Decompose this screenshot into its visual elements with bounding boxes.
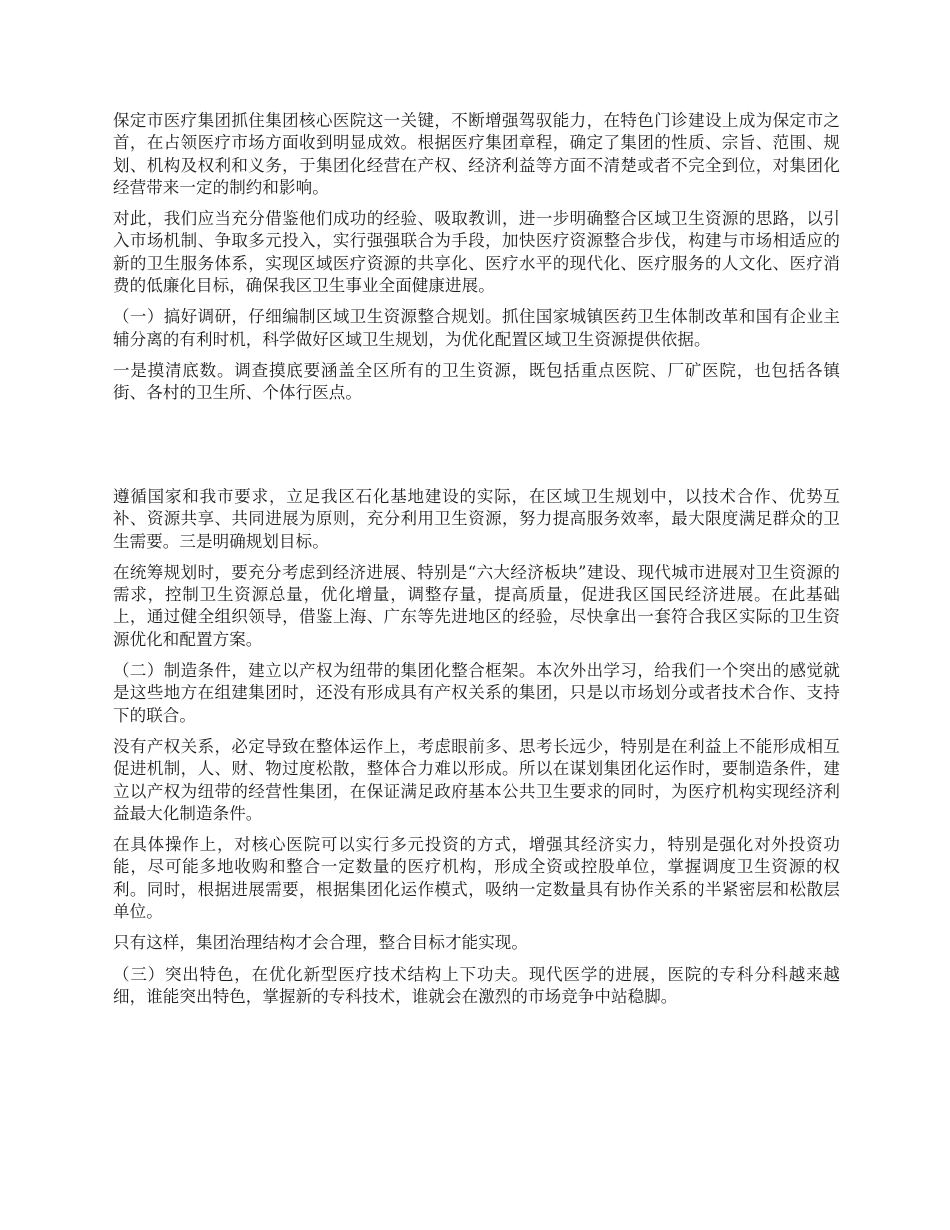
paragraph: 一是摸清底数。调查摸底要涵盖全区所有的卫生资源，既包括重点医院、厂矿医院，也包括各镇街、各村的卫生所、个体行医点。 bbox=[113, 360, 840, 403]
paragraph: 遵循国家和我市要求，立足我区石化基地建设的实际，在区域卫生规划中，以技术合作、优势互补、资源共享、共同进展为原则，充分利用卫生资源，努力提高服务效率，最大限度满足群众的卫生需要。三是明确规划目标。 bbox=[113, 487, 840, 551]
text-block-upper bbox=[113, 110, 840, 414]
paragraph: 对此，我们应当充分借鉴他们成功的经验、吸取教训，进一步明确整合区域卫生资源的思路，以引入市场机制、争取多元投入，实行强强联合为手段，加快医疗资源整合步伐，构建与市场相适应的新的卫生服务体系，实现区域医疗资源的共享化、医疗水平的现代化、医疗服务的人文化、医疗消费的低廉化目标，确保我区卫生事业全面健康进展。 bbox=[113, 209, 840, 296]
paragraph: 在具体操作上，对核心医院可以实行多元投资的方式，增强其经济实力，特别是强化对外投资功能，尽可能多地收购和整合一定数量的医疗机构，形成全资或控股单位，掌握调度卫生资源的权利。同时，根据进展需要，根据集团化运作模式，吸纳一定数量具有协作关系的半紧密层和松散层单位。 bbox=[113, 835, 840, 922]
paragraph: （三）突出特色，在优化新型医疗技术结构上下功夫。现代医学的进展，医院的专科分科越来越细，谁能突出特色，掌握新的专科技术，谁就会在激烈的市场竞争中站稳脚。 bbox=[113, 964, 840, 1006]
paragraph: 没有产权关系，必定导致在整体运作上，考虑眼前多、思考长远少，特别是在利益上不能形成相互促进机制，人、财、物过度松散，整体合力难以形成。所以在谋划集团化运作时，要制造条件，建立以产权为纽带的经营性集团，在保证满足政府基本公共卫生要求的同时，为医疗机构实现经济利益最大化制造条件。 bbox=[113, 736, 840, 823]
text-block-lower bbox=[113, 486, 840, 1017]
paragraph: （二）制造条件，建立以产权为纽带的集团化整合框架。本次外出学习，给我们一个突出的感觉就是这些地方在组建集团时，还没有形成具有产权关系的集团，只是以市场划分或者技术合作、支持下的联合。 bbox=[113, 661, 840, 725]
paragraph: （一）搞好调研，仔细编制区域卫生资源整合规划。抓住国家城镇医药卫生体制改革和国有企业主辅分离的有利时机，科学做好区域卫生规划，为优化配置区域卫生资源提供依据。 bbox=[113, 307, 840, 349]
paragraph: 只有这样，集团治理结构才会合理，整合目标才能实现。 bbox=[113, 933, 528, 953]
paragraph: 保定市医疗集团抓住集团核心医院这一关键，不断增强驾驭能力，在特色门诊建设上成为保定市之首，在占领医疗市场方面收到明显成效。根据医疗集团章程，确定了集团的性质、宗旨、范围、规划、机构及权利和义务，于集团化经营在产权、经济利益等方面不清楚或者不完全到位，对集团化经营带来一定的制约和影响。 bbox=[113, 111, 840, 197]
paragraph: 在统筹规划时，要充分考虑到经济进展、特别是“六大经济板块”建设、现代城市进展对卫生资源的需求，控制卫生资源总量，优化增量，调整存量，提高质量，促进我区国民经济进展。在此基础上，通过健全组织领导，借鉴上海、广东等先进地区的经验，尽快拿出一套符合我区实际的卫生资源优化和配置方案。 bbox=[113, 562, 840, 649]
